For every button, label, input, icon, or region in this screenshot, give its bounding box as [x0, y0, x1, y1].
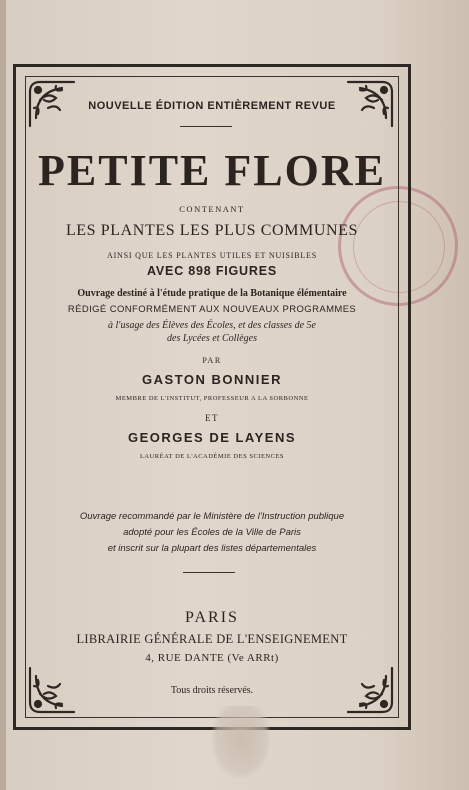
- usage-line-2: des Lycées et Collèges: [167, 333, 257, 344]
- author-2-name: GEORGES DE LAYENS: [127, 430, 297, 445]
- edition-note: NOUVELLE ÉDITION ENTIÈREMENT REVUE: [88, 100, 336, 112]
- publisher-name: LIBRAIRIE GÉNÉRALE DE L'ENSEIGNEMENT: [76, 632, 348, 646]
- recommendation-line-1: Ouvrage recommandé par le Ministère de l'Instruction publique: [79, 511, 345, 522]
- book-title: PETITE FLORE: [38, 146, 386, 195]
- book-subtitle: LES PLANTES LES PLUS COMMUNES: [65, 222, 359, 239]
- divider: [183, 572, 235, 573]
- ainsi-line: AINSI QUE LES PLANTES UTILES ET NUISIBLES: [107, 251, 317, 260]
- rights-notice: Tous droits réservés.: [170, 685, 254, 696]
- author-2-title: LAURÉAT DE L'ACADÉMIE DES SCIENCES: [139, 453, 285, 460]
- purpose-line: Ouvrage destiné à l'étude pratique de la Botanique élémentaire: [77, 288, 347, 299]
- recommendation-line-3: et inscrit sur la plupart des listes départementales: [107, 543, 317, 554]
- et-label: ET: [205, 413, 219, 423]
- usage-line-1: à l'usage des Élèves des Écoles, et des classes de 5e: [108, 320, 316, 331]
- paper-stain: [212, 706, 270, 778]
- recommendation-line-2: adopté pour les Écoles de la Ville de Paris: [123, 527, 301, 538]
- divider: [180, 126, 232, 127]
- par-label: PAR: [202, 356, 222, 365]
- programme-line: RÉDIGÉ CONFORMÉMENT AUX NOUVEAUX PROGRAMMES: [67, 304, 357, 315]
- figures-count: AVEC 898 FIGURES: [147, 264, 277, 278]
- author-1-name: GASTON BONNIER: [142, 372, 282, 387]
- author-1-title: MEMBRE DE L'INSTITUT, PROFESSEUR A LA SORBONNE: [115, 395, 309, 402]
- contenant-label: CONTENANT: [179, 204, 245, 214]
- publisher-city: PARIS: [185, 609, 239, 626]
- publisher-address: 4, RUE DANTE (Ve ARRt): [145, 652, 279, 664]
